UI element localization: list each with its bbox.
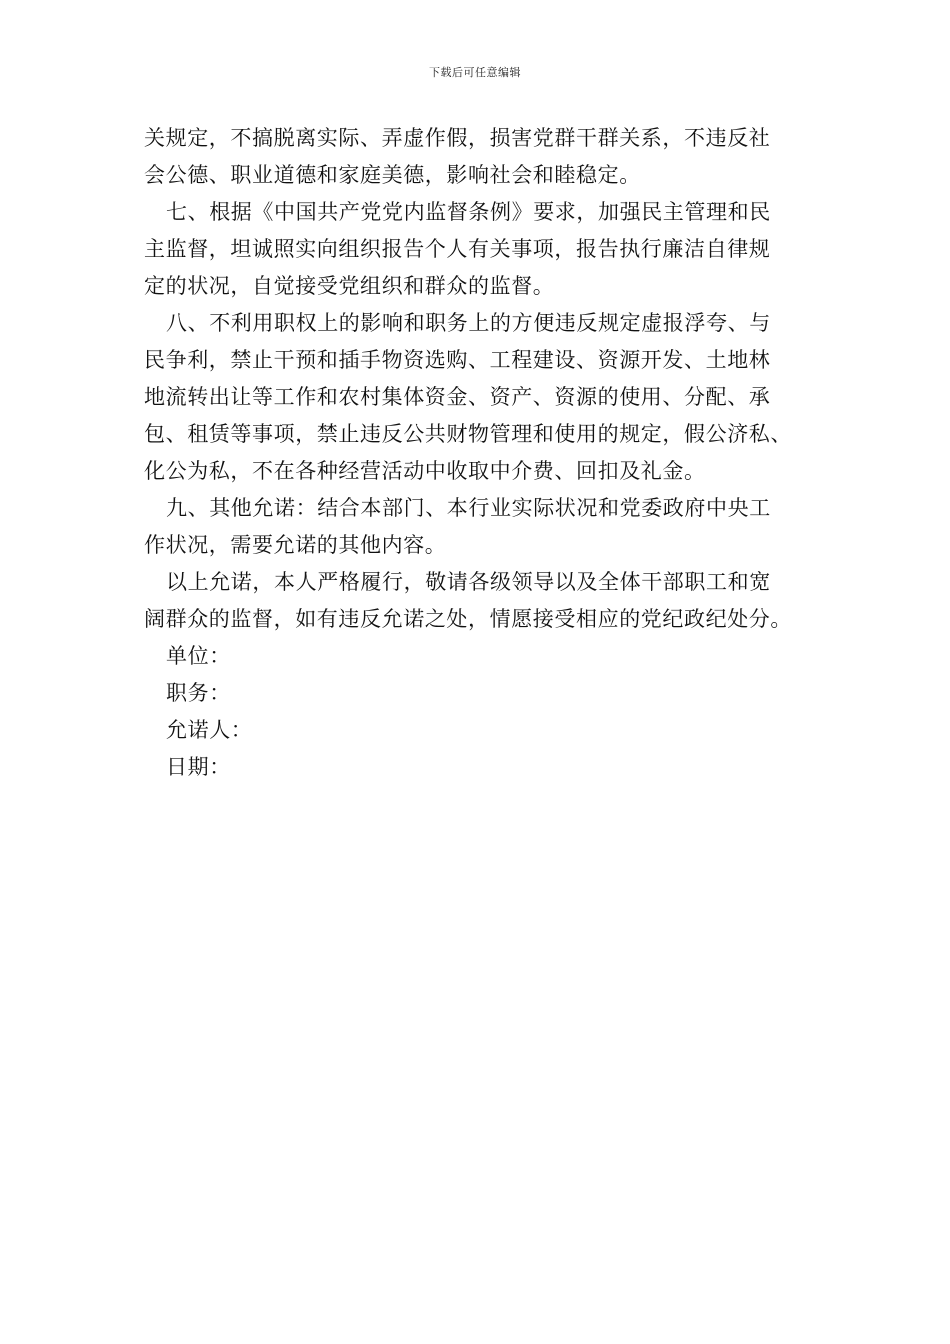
position-label: 职务：: [166, 681, 231, 705]
paragraph-line: 主监督，坦诚照实向组织报告个人有关事项，报告执行廉洁自律规: [144, 237, 771, 261]
paragraph-line: 化公为私，不在各种经营活动中收取中介费、回扣及礼金。: [144, 459, 706, 483]
paragraph-line: 关规定，不搞脱离实际、弄虚作假，损害党群干群关系，不违反社: [144, 126, 771, 150]
paragraph-line: 包、租赁等事项，禁止违反公共财物管理和使用的规定，假公济私、: [144, 422, 792, 446]
paragraph-line: 作状况，需要允诺的其他内容。: [144, 533, 447, 557]
promiser-label: 允诺人：: [166, 718, 253, 742]
paragraph-line: 八、不利用职权上的影响和职务上的方便违反规定虚报浮夸、与: [166, 311, 771, 335]
paragraph-line: 七、根据《中国共产党党内监督条例》要求，加强民主管理和民: [166, 200, 771, 224]
page-header-note: 下载后可任意编辑: [429, 66, 521, 79]
paragraph-line: 民争利，禁止干预和插手物资选购、工程建设、资源开发、土地林: [144, 348, 771, 372]
document-body: [144, 120, 834, 786]
paragraph-line: 九、其他允诺：结合本部门、本行业实际状况和党委政府中央工: [166, 496, 771, 520]
date-label: 日期：: [166, 755, 231, 779]
paragraph-line: 地流转出让等工作和农村集体资金、资产、资源的使用、分配、承: [144, 385, 771, 409]
paragraph-line: 以上允诺，本人严格履行，敬请各级领导以及全体干部职工和宽: [166, 570, 771, 594]
unit-label: 单位：: [166, 644, 231, 668]
paragraph-line: 会公德、职业道德和家庭美德，影响社会和睦稳定。: [144, 163, 641, 187]
paragraph-line: 阔群众的监督，如有违反允诺之处，情愿接受相应的党纪政纪处分。: [144, 607, 792, 631]
paragraph-line: 定的状况，自觉接受党组织和群众的监督。: [144, 274, 555, 298]
